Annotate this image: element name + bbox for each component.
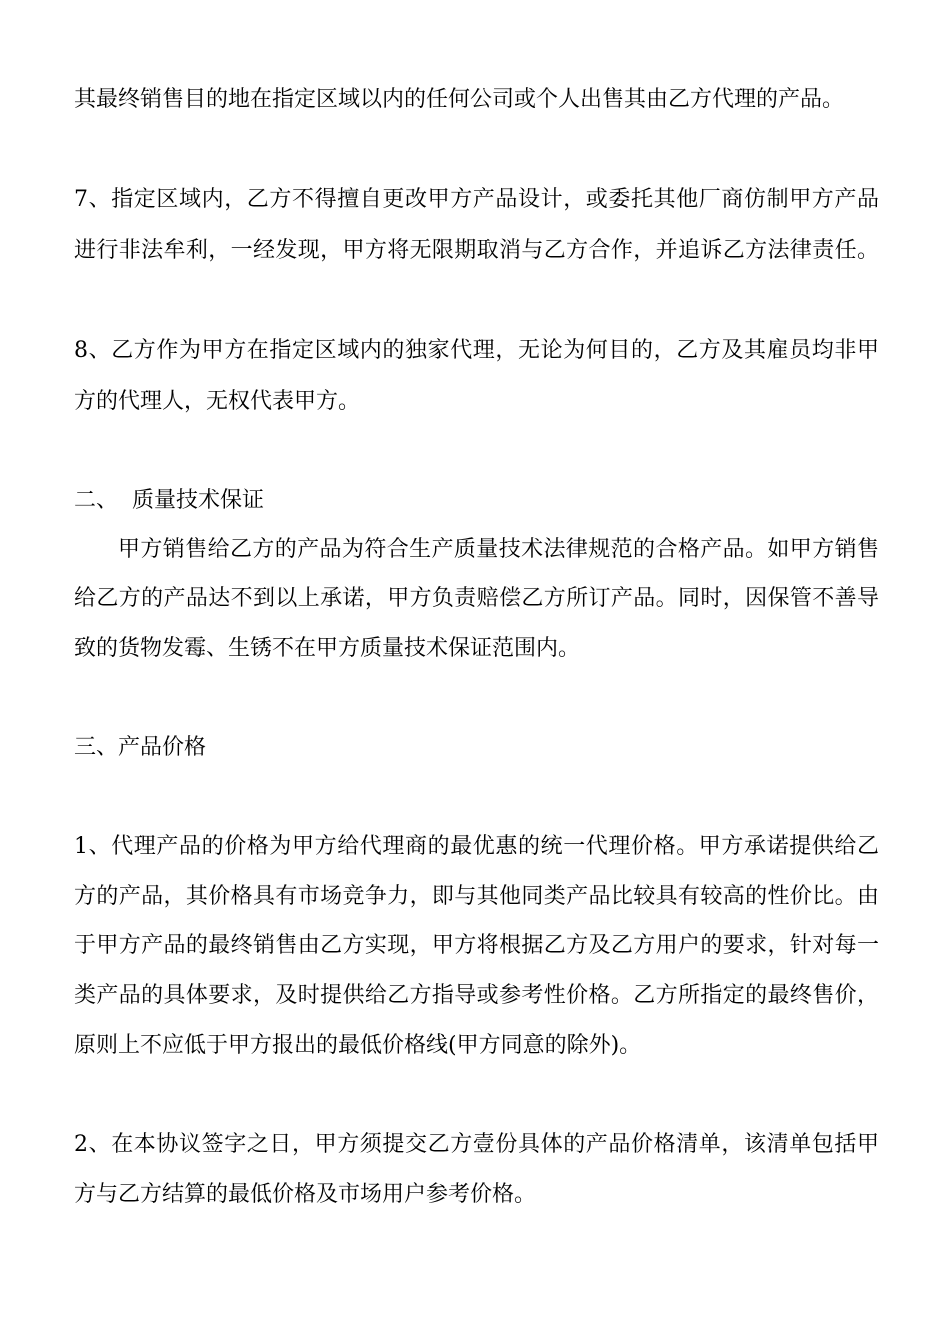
clause-8-line: 8、乙方作为甲方在指定区域内的独家代理，无论为何目的，乙方及其雇员均非甲 (74, 338, 879, 363)
price-clause-2-line: 2、在本协议签字之日，甲方须提交乙方壹份具体的产品价格清单，该清单包括甲 (74, 1132, 879, 1157)
clause-7-line: 7、指定区域内，乙方不得擅自更改甲方产品设计，或委托其他厂商仿制甲方产品 (74, 187, 879, 212)
price-clause-2-line: 方与乙方结算的最低价格及市场用户参考价格。 (74, 1182, 537, 1207)
price-clause-1-line: 于甲方产品的最终销售由乙方实现，甲方将根据乙方及乙方用户的要求，针对每一 (74, 933, 879, 958)
price-clause-1-line: 1、代理产品的价格为甲方给代理商的最优惠的统一代理价格。甲方承诺提供给乙 (74, 834, 879, 859)
section-heading-price: 三、产品价格 (74, 735, 207, 760)
paragraph-line: 其最终销售目的地在指定区域以内的任何公司或个人出售其由乙方代理的产品。 (74, 87, 845, 112)
clause-7-line: 进行非法牟利，一经发现，甲方将无限期取消与乙方合作，并追诉乙方法律责任。 (74, 238, 879, 263)
clause-8-line: 方的代理人，无权代表甲方。 (74, 389, 361, 414)
price-clause-1-line: 类产品的具体要求，及时提供给乙方指导或参考性价格。乙方所指定的最终售价， (74, 983, 879, 1008)
quality-paragraph-line: 致的货物发霉、生锈不在甲方质量技术保证范围内。 (74, 636, 581, 661)
quality-paragraph-line: 甲方销售给乙方的产品为符合生产质量技术法律规范的合格产品。如甲方销售 (118, 537, 879, 562)
section-heading-quality: 二、 质量技术保证 (74, 488, 264, 513)
price-clause-1-line: 原则上不应低于甲方报出的最低价格线(甲方同意的除外)。 (74, 1033, 642, 1058)
price-clause-1-line: 方的产品，其价格具有市场竞争力，即与其他同类产品比较具有较高的性价比。由 (74, 884, 879, 909)
quality-paragraph-line: 给乙方的产品达不到以上承诺，甲方负责赔偿乙方所订产品。同时，因保管不善导 (74, 586, 879, 611)
